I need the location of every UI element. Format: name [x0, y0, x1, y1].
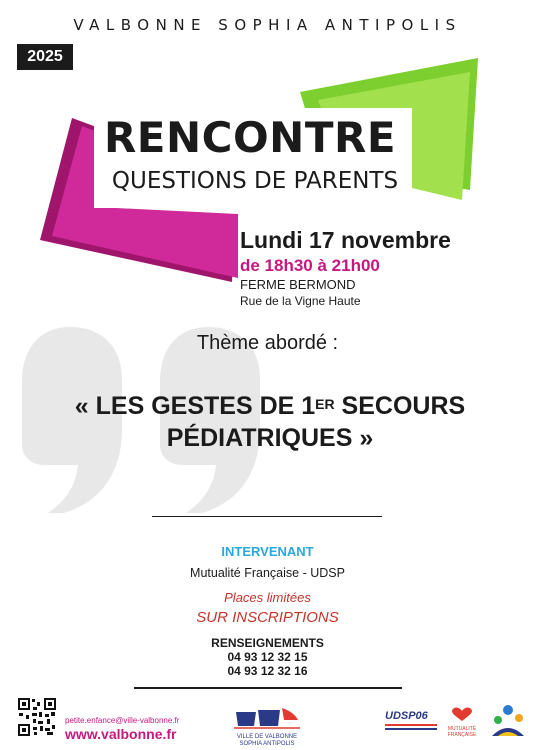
footer-divider: [134, 687, 402, 689]
divider: [152, 516, 382, 517]
phone-number: 04 93 12 32 15: [227, 650, 308, 664]
udsp-logo-bar: [385, 724, 437, 726]
udsp-logo: [385, 710, 441, 734]
qr-code-icon[interactable]: [17, 697, 57, 737]
event-address: Rue de la Vigne Haute: [240, 294, 361, 308]
theme-title-line2: PÉDIATRIQUES »: [166, 424, 374, 452]
year-badge: 2025: [17, 44, 73, 70]
mutualite-logo: [444, 706, 480, 738]
mutualite-logo-text: MUTUALITÉ FRANÇAISE: [447, 726, 477, 738]
valbonne-logo-icon: [232, 706, 302, 730]
city-header: VALBONNE SOPHIA ANTIPOLIS: [73, 16, 462, 34]
speaker-label: INTERVENANT: [221, 544, 314, 559]
title-main: RENCONTRE: [103, 113, 397, 162]
event-date: Lundi 17 novembre: [240, 227, 451, 253]
mutualite-heart-icon: [444, 706, 480, 722]
event-time: de 18h30 à 21h00: [240, 256, 380, 275]
valbonne-logo-line1: VILLE DE VALBONNE: [236, 734, 298, 740]
partner-logo-icon: [488, 702, 528, 740]
udsp-logo-bar: [385, 728, 437, 730]
website-link[interactable]: www.valbonne.fr: [65, 726, 177, 742]
theme-title-line1: « LES GESTES DE 1ER SECOURS: [74, 392, 466, 420]
contact-email[interactable]: petite.enfance@ville-valbonne.fr: [65, 716, 180, 725]
registration-required: SUR INSCRIPTIONS: [196, 609, 339, 626]
udsp-logo-text: UDSP06: [385, 710, 428, 722]
theme-title: [40, 390, 500, 454]
theme-label: Thème abordé :: [196, 332, 339, 354]
valbonne-logo: [232, 706, 302, 746]
valbonne-logo-line2: SOPHIA ANTIPOLIS: [239, 741, 295, 747]
places-limited: Places limitées: [224, 590, 311, 605]
phone-number: 04 93 12 32 16: [227, 664, 308, 678]
info-label: RENSEIGNEMENTS: [211, 636, 324, 650]
event-venue: FERME BERMOND: [240, 277, 356, 292]
speaker-organization: Mutualité Française - UDSP: [190, 566, 345, 580]
title-subtitle: QUESTIONS DE PARENTS: [111, 168, 399, 194]
